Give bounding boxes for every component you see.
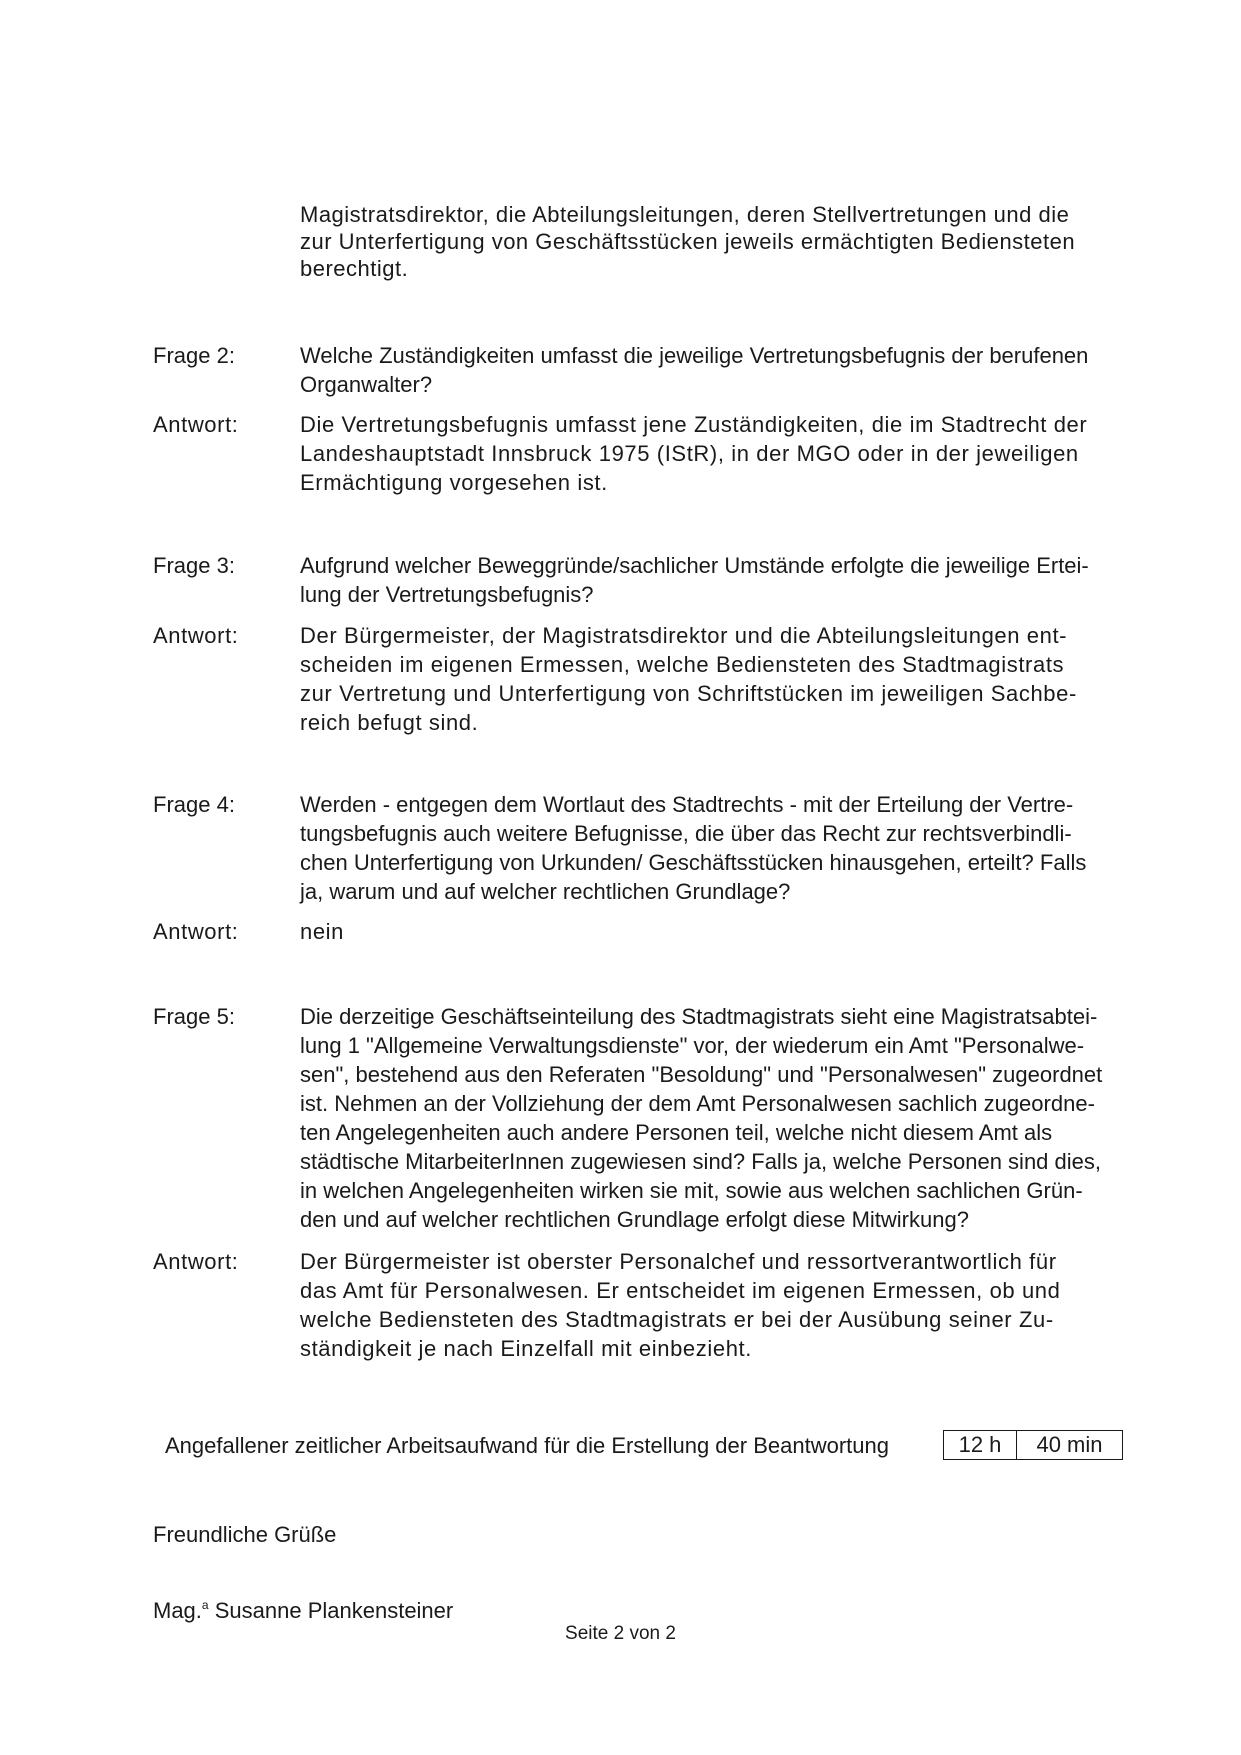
answer-text bbox=[300, 621, 1141, 737]
effort-hours: 12 h bbox=[944, 1431, 1017, 1459]
answer-label: Antwort: bbox=[153, 412, 239, 437]
question-line: den und auf welcher rechtlichen Grundlage erfolgt diese Mitwirkung? bbox=[300, 1207, 969, 1232]
signature-name: Susanne Plankensteiner bbox=[214, 1598, 454, 1623]
answer-text bbox=[300, 917, 1141, 946]
question-4-block bbox=[153, 790, 1141, 906]
answer-line: Ermächtigung vorgesehen ist. bbox=[300, 470, 608, 495]
question-text bbox=[300, 1002, 1141, 1234]
answer-line: das Amt für Personalwesen. Er entscheidet im eigenen Ermessen, ob und bbox=[300, 1278, 1061, 1303]
question-line: chen Unterfertigung von Urkunden/ Geschäftsstücken hinausgehen, erteilt? Falls bbox=[300, 850, 1087, 875]
question-label: Frage 2: bbox=[153, 343, 235, 368]
intro-line: berechtigt. bbox=[300, 256, 409, 281]
question-text bbox=[300, 341, 1141, 399]
question-line: ist. Nehmen an der Vollziehung der dem Amt Personalwesen sachlich zugeordne- bbox=[300, 1091, 1095, 1116]
answer-line: reich befugt sind. bbox=[300, 710, 479, 735]
question-line: sen", bestehend aus den Referaten "Besoldung" und "Personalwesen" zugeordnet bbox=[300, 1062, 1103, 1087]
question-3-block bbox=[153, 551, 1141, 609]
answer-label: Antwort: bbox=[153, 919, 239, 944]
question-line: ja, warum und auf welcher rechtlichen Grundlage? bbox=[300, 879, 791, 904]
question-line: Organwalter? bbox=[300, 372, 433, 397]
answer-line: zur Vertretung und Unterfertigung von Schriftstücken im jeweiligen Sachbe- bbox=[300, 681, 1077, 706]
effort-minutes: 40 min bbox=[1036, 1432, 1103, 1457]
intro-line: zur Unterfertigung von Geschäftsstücken jeweils ermächtigten Bediensteten bbox=[300, 229, 1076, 254]
answer-line: scheiden im eigenen Ermessen, welche Bediensteten des Stadtmagistrats bbox=[300, 652, 1065, 677]
question-line: Die derzeitige Geschäftseinteilung des Stadtmagistrats sieht eine Magistratsabtei- bbox=[300, 1004, 1098, 1029]
answer-line: welche Bediensteten des Stadtmagistrats er bei der Ausübung seiner Zu- bbox=[300, 1307, 1054, 1332]
answer-line: Die Vertretungsbefugnis umfasst jene Zuständigkeiten, die im Stadtrecht der bbox=[300, 412, 1088, 437]
answer-line: Der Bürgermeister, der Magistratsdirektor und die Abteilungsleitungen ent- bbox=[300, 623, 1068, 648]
answer-line: Landeshauptstadt Innsbruck 1975 (IStR), in der MGO oder in der jeweiligen bbox=[300, 441, 1079, 466]
question-line: tungsbefugnis auch weitere Befugnisse, die über das Recht zur rechtsverbindli- bbox=[300, 821, 1072, 846]
page-number: Seite 2 von 2 bbox=[565, 1623, 676, 1644]
question-5-block bbox=[153, 1002, 1141, 1234]
answer-2-block bbox=[153, 410, 1141, 497]
question-line: lung der Vertretungsbefugnis? bbox=[300, 582, 594, 607]
question-line: lung 1 "Allgemeine Verwaltungsdienste" vor, der wiederum ein Amt "Personalwe- bbox=[300, 1033, 1085, 1058]
question-line: städtische MitarbeiterInnen zugewiesen sind? Falls ja, welche Personen sind dies, bbox=[300, 1149, 1101, 1174]
question-text bbox=[300, 551, 1141, 609]
question-label: Frage 4: bbox=[153, 792, 235, 817]
closing-greeting: Freundliche Grüße bbox=[153, 1522, 337, 1547]
question-text bbox=[300, 790, 1141, 906]
answer-line: ständigkeit je nach Einzelfall mit einbezieht. bbox=[300, 1336, 752, 1361]
signature-title-sup: a bbox=[201, 1598, 209, 1612]
answer-line: nein bbox=[300, 919, 344, 944]
question-line: ten Angelegenheiten auch andere Personen teil, welche nicht diesem Amt als bbox=[300, 1120, 1053, 1145]
effort-table bbox=[943, 1430, 1123, 1460]
intro-line: Magistratsdirektor, die Abteilungsleitungen, deren Stellvertretungen und die bbox=[300, 202, 1070, 227]
answer-4-block bbox=[153, 917, 1141, 946]
intro-paragraph bbox=[300, 201, 1141, 282]
answer-text bbox=[300, 410, 1141, 497]
question-label: Frage 3: bbox=[153, 553, 235, 578]
effort-label: Angefallener zeitlicher Arbeitsaufwand für die Erstellung der Beantwortung bbox=[165, 1433, 889, 1458]
question-line: Welche Zuständigkeiten umfasst die jeweilige Vertretungsbefugnis der berufenen bbox=[300, 343, 1089, 368]
signature-title: Mag. bbox=[153, 1598, 202, 1623]
answer-text bbox=[300, 1247, 1141, 1363]
answer-label: Antwort: bbox=[153, 623, 239, 648]
question-label: Frage 5: bbox=[153, 1004, 235, 1029]
question-line: Werden - entgegen dem Wortlaut des Stadtrechts - mit der Erteilung der Vertre- bbox=[300, 792, 1074, 817]
question-line: in welchen Angelegenheiten wirken sie mit, sowie aus welchen sachlichen Grün- bbox=[300, 1178, 1083, 1203]
question-line: Aufgrund welcher Beweggründe/sachlicher Umstände erfolgte die jeweilige Ertei- bbox=[300, 553, 1089, 578]
answer-3-block bbox=[153, 621, 1141, 737]
answer-label: Antwort: bbox=[153, 1249, 239, 1274]
signature bbox=[153, 1592, 453, 1624]
answer-line: Der Bürgermeister ist oberster Personalchef und ressortverantwortlich für bbox=[300, 1249, 1057, 1274]
answer-5-block bbox=[153, 1247, 1141, 1363]
question-2-block bbox=[153, 341, 1141, 399]
